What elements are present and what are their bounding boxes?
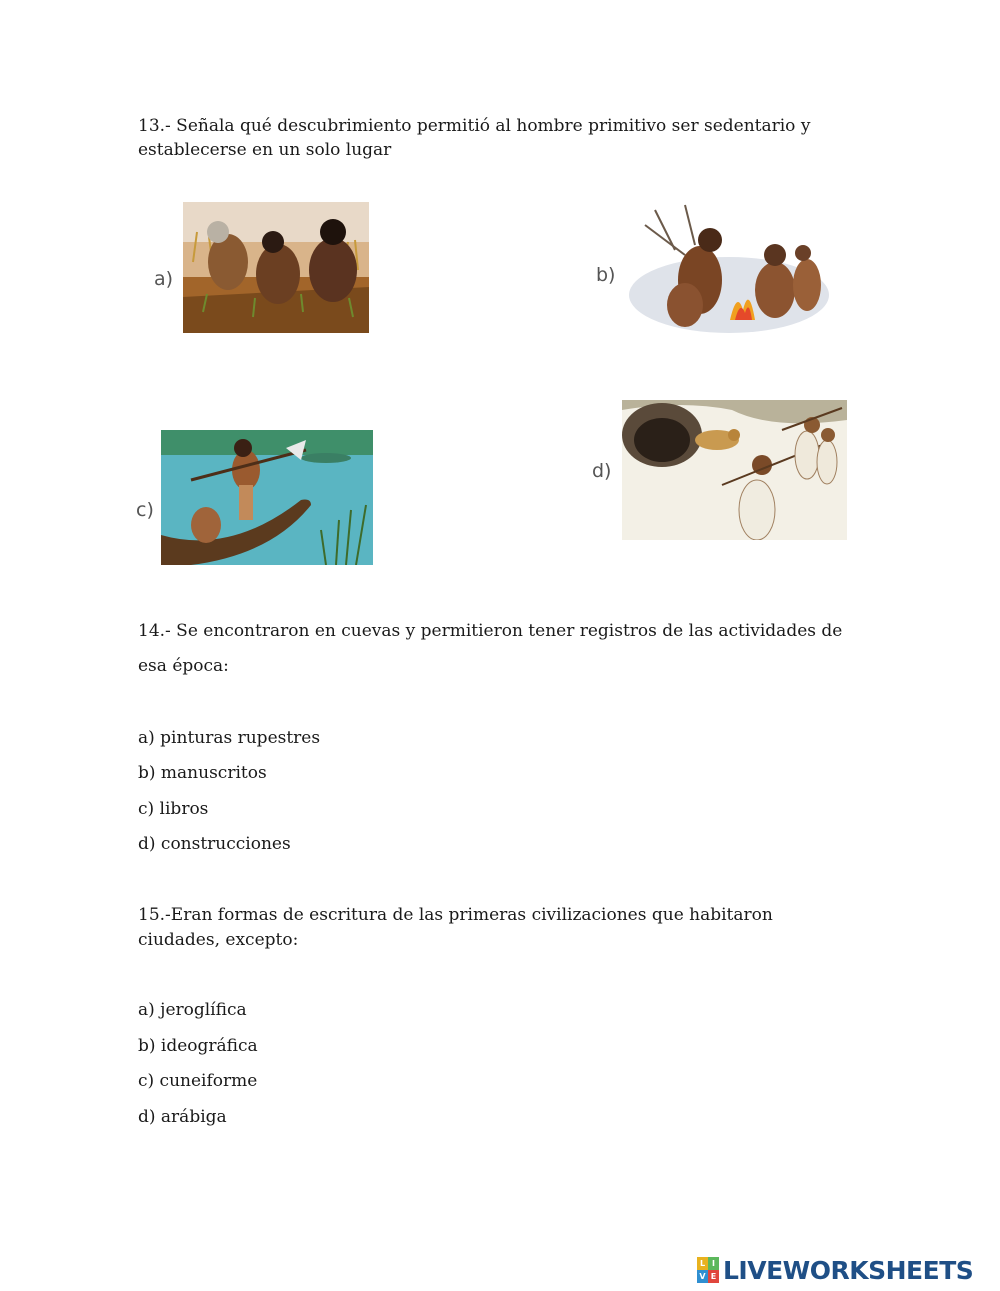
question-13-line-1: 13.- Señala qué descubrimiento permitió al hombre primitivo ser sedentario y bbox=[138, 116, 811, 136]
option-a-label: a) bbox=[154, 268, 174, 290]
q15-option-d[interactable]: d) arábiga bbox=[138, 1107, 227, 1127]
logo-letter-e: E bbox=[708, 1270, 719, 1283]
hunting-illustration[interactable] bbox=[622, 400, 847, 540]
fire-illustration[interactable] bbox=[625, 195, 833, 337]
question-14-line-2: esa época: bbox=[138, 656, 229, 676]
q14-option-d[interactable]: d) construcciones bbox=[138, 834, 291, 854]
q15-option-b[interactable]: b) ideográfica bbox=[138, 1036, 258, 1056]
option-b-label: b) bbox=[596, 264, 616, 286]
option-c-label: c) bbox=[136, 499, 154, 521]
logo-letter-l: L bbox=[697, 1257, 708, 1270]
logo-mark-icon bbox=[697, 1257, 719, 1283]
q14-option-c[interactable]: c) libros bbox=[138, 799, 209, 819]
question-15-line-2: ciudades, excepto: bbox=[138, 930, 299, 950]
q15-option-c[interactable]: c) cuneiforme bbox=[138, 1071, 258, 1091]
question-13-line-2: establecerse en un solo lugar bbox=[138, 140, 392, 160]
q14-option-b[interactable]: b) manuscritos bbox=[138, 763, 267, 783]
farming-illustration[interactable] bbox=[183, 202, 369, 333]
logo-letter-i: I bbox=[708, 1257, 719, 1270]
q14-option-a[interactable]: a) pinturas rupestres bbox=[138, 728, 321, 748]
logo-text: LIVEWORKSHEETS bbox=[723, 1255, 974, 1285]
q15-option-a[interactable]: a) jeroglífica bbox=[138, 1000, 247, 1020]
option-d-label: d) bbox=[592, 460, 612, 482]
liveworksheets-logo bbox=[697, 1254, 997, 1286]
fishing-illustration[interactable] bbox=[161, 430, 373, 565]
question-14-line-1: 14.- Se encontraron en cuevas y permitieron tener registros de las actividades de bbox=[138, 621, 843, 641]
question-15-line-1: 15.-Eran formas de escritura de las primeras civilizaciones que habitaron bbox=[138, 905, 773, 925]
logo-letter-v: V bbox=[697, 1270, 708, 1283]
